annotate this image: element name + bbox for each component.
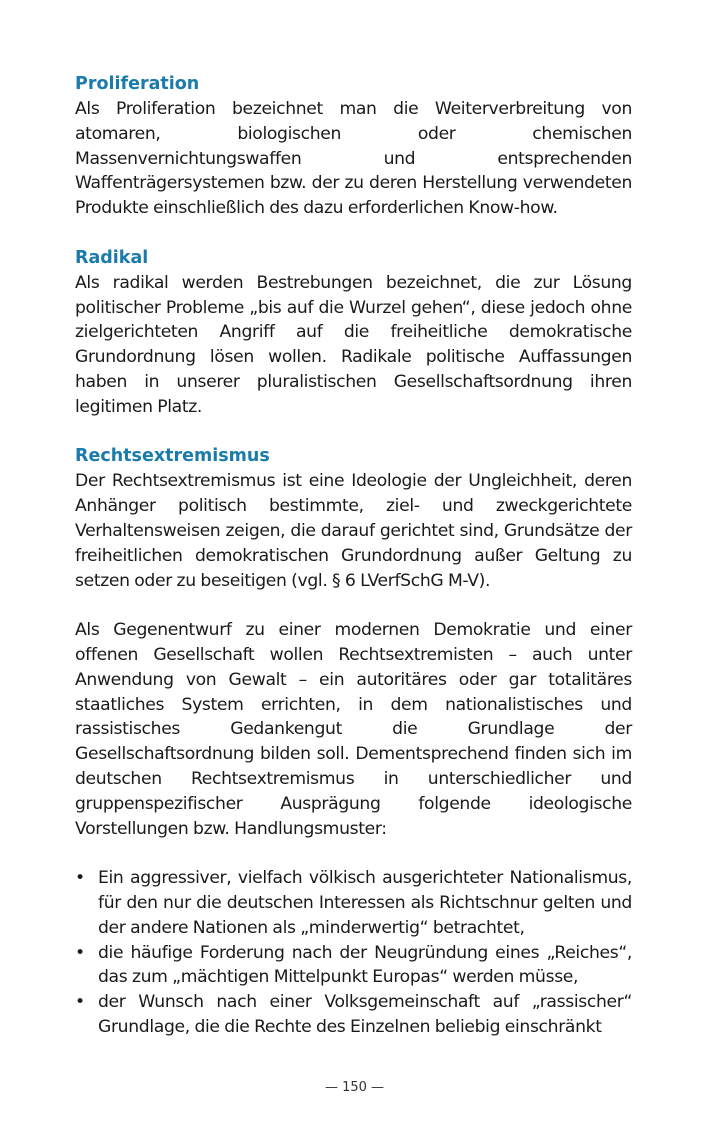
page-content	[75, 72, 632, 1040]
definition-paragraph: Als Proliferation bezeichnet man die Weiterverbreitung von atomaren, biologischen oder chemischen Massenvernichtungswaffen und entsprechenden Waffenträgersystemen bzw. der zu deren Herstellung verwendeten Produkte einschließlich des dazu erforderlichen Know-how.	[75, 99, 632, 219]
page-number: — 150 —	[324, 1080, 385, 1095]
list-item	[75, 866, 632, 940]
bullet-icon: •	[75, 868, 85, 889]
list-item	[75, 941, 632, 991]
list-item-text: die häufige Forderung nach der Neugründung eines „Reiches“, das zum „mächtigen Mittelpunkt Europas“ werden müsse,	[98, 942, 632, 988]
bullet-icon: •	[75, 942, 85, 963]
list-item-text: Ein aggressiver, vielfach völkisch ausgerichteter Nationalismus, für den nur die deutschen Interessen als Richtschnur gelten und der andere Nationen als „minderwertig“ betrachtet,	[98, 868, 632, 938]
spacer	[75, 221, 632, 246]
definition-paragraph: Als Gegenentwurf zu einer modernen Demokratie und einer offenen Gesellschaft wollen Rechtsextremisten – auch unter Anwendung von Gewalt – ein autoritäres oder gar totalitäres staatliches System errichten, in dem nationalistisches und rassistisches Gedankengut die Grundlage der Gesellschaftsordnung bilden soll. Dementsprechend finden sich im deutschen Rechtsextremismus in unterschiedlicher und gruppenspezifischer Ausprägung folgende ideologische Vorstellungen bzw. Handlungsmuster:	[75, 620, 632, 839]
list-item-text: der Wunsch nach einer Volksgemeinschaft auf „rassischer“ Grundlage, die die Rechte des Einzelnen beliebig einschränkt	[98, 992, 632, 1037]
term-heading: Proliferation	[75, 74, 200, 94]
spacer	[75, 420, 632, 445]
spacer	[75, 841, 632, 866]
spacer	[75, 593, 632, 618]
definition-paragraph: Der Rechtsextremismus ist eine Ideologie der Ungleichheit, deren Anhänger politisch bestimmte, ziel- und zweckgerichtete Verhaltensweisen zeigen, die darauf gerichtet sind, Grundsätze der freiheitlichen demokratischen Grundordnung außer Geltung zu setzen oder zu beseitigen (vgl. § 6 LVerfSchG M-V).	[75, 471, 632, 591]
definition-paragraph: Als radikal werden Bestrebungen bezeichnet, die zur Lösung politischer Probleme „bis auf die Wurzel gehen“, diese jedoch ohne zielgerichteten Angriff auf die freiheitliche demokratische Grundordnung lösen wollen. Radikale politische Auffassungen haben in unserer pluralistischen Gesellschaftsordnung ihren legitimen Platz.	[75, 272, 632, 417]
term-heading: Radikal	[75, 247, 149, 268]
bullet-list	[75, 866, 632, 1040]
list-item	[75, 990, 632, 1040]
bullet-icon: •	[75, 992, 85, 1013]
term-heading: Rechtsextremismus	[75, 446, 270, 467]
